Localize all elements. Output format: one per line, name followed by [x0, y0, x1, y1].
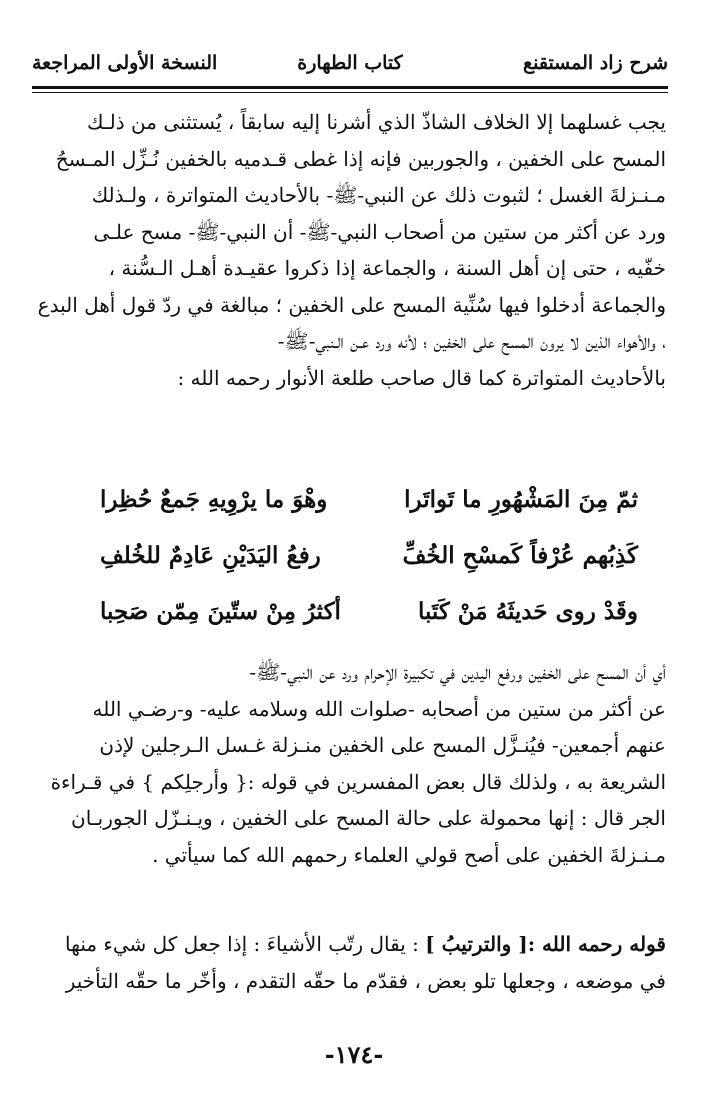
- definition-text: : يقال رتّب الأشياءَ : إذا جعل كل شيء منها: [65, 932, 426, 956]
- page-number: -١٧٤-: [324, 1040, 384, 1069]
- poem-first-hemistich: وقَدْ روى حَديثَهُ مَنْ كَتَبا: [417, 598, 638, 625]
- poem-block: [60, 486, 648, 654]
- poem-second-hemistich: أكثرُ مِنْ ستّينَ مِمّن صَحِبا: [100, 598, 341, 625]
- text-line: مـنـزلةَ الغسل ؛ لثبوت ذلك عن النبي-ﷺ- بالأحاديث المتواترة ، ولـذلك: [91, 183, 666, 207]
- text-line: مـنـزلةَ الخفين على أصح قولي العلماء رحمهم الله كما سيأتي .: [152, 842, 666, 867]
- text-line: بالأحاديث المتواترة كما قال صاحب طلعة الأنوار رحمه الله :: [177, 365, 666, 390]
- text-line: عن أكثر من ستين من أصحابه -صلوات الله وسلامه عليه- و-رضـي الله: [92, 696, 666, 721]
- poem-verse: [60, 486, 648, 542]
- text-line: الجر قال : إنها محمولة على حالة المسح على الخفين ، ويـنـزّل الجوربـان: [71, 806, 666, 830]
- poem-first-hemistich: كَذِبُهم عُرْفاً كَمسْحِ الخُفِّ: [402, 542, 638, 569]
- poem-second-hemistich: رفعُ اليَدَيْنِ عَادِمٌ للخُلفِ: [100, 542, 321, 569]
- text-line: ورد عن أكثر من ستين من أصحاب النبي-ﷺ- أن النبي-ﷺ- مسح علـى: [93, 219, 666, 244]
- text-line: المسح على الخفين ، والجوربين فإنه إذا غطى قـدميه بالخفين نُـزِّل المـسحُ: [55, 146, 666, 171]
- poem-verse: [60, 542, 648, 598]
- text-line: يجب غسلهما إلا الخلاف الشاذّ الذي أشرنا إليه سابقاً ، يُستثنى من ذلـك: [86, 110, 666, 134]
- header-rule-thin: [32, 92, 668, 93]
- paragraph-3: [34, 926, 666, 999]
- header-edition-note: النسخة الأولى المراجعة: [32, 52, 218, 74]
- text-line: الشريعة به ، ولذلك قال بعض المفسرين في قوله :{ وأرجلِكم } في قـراءة: [50, 769, 666, 794]
- text-line: في موضعه ، وجعلها تلو بعض ، فقدّم ما حقّه التقدم ، وأخّر ما حقّه التأخير: [65, 968, 666, 993]
- paragraph-2: [34, 654, 666, 873]
- paragraph-1: [34, 104, 666, 396]
- text-line: عنهم أجمعين- فيُنـزَّل المسح على الخفين منـزلة غـسل الـرجلين لإذن: [99, 733, 666, 757]
- quoted-term: قوله رحمه الله :[ والترتيبُ ]: [425, 932, 666, 956]
- text-line: خفّيه ، حتى إن أهل السنة ، والجماعة إذا ذكروا عقيـدة أهـل الـسُّنة ،: [108, 256, 666, 280]
- text-line: والجماعة أدخلوا فيها سُنِّية المسح على الخفين ؛ مبالغة في ردّ قول أهل البدع: [37, 292, 666, 317]
- text-line: ، والأهواء الذين لا يرون المسح على الخفين ؛ لأنه ورد عـن الـنبي-ﷺ-: [277, 329, 666, 353]
- header-rule-thick: [32, 86, 668, 89]
- poem-second-hemistich: وهْوَ ما يرْوِيهِ جَمعٌ حُظِرا: [100, 486, 328, 513]
- running-header: [32, 52, 668, 82]
- text-line: [34, 926, 666, 963]
- text-line: أي أن المسح على الخفين ورفع اليدين في تكبيرة الإحرام ورد عن النبي-ﷺ-: [249, 660, 666, 684]
- poem-verse: [60, 598, 648, 654]
- poem-first-hemistich: ثمّ مِنَ المَشْهُورِ ما تَواتَرا: [404, 486, 638, 513]
- header-chapter-title: كتاب الطهارة: [297, 52, 403, 74]
- header-book-title: شرح زاد المستقنع: [522, 52, 668, 74]
